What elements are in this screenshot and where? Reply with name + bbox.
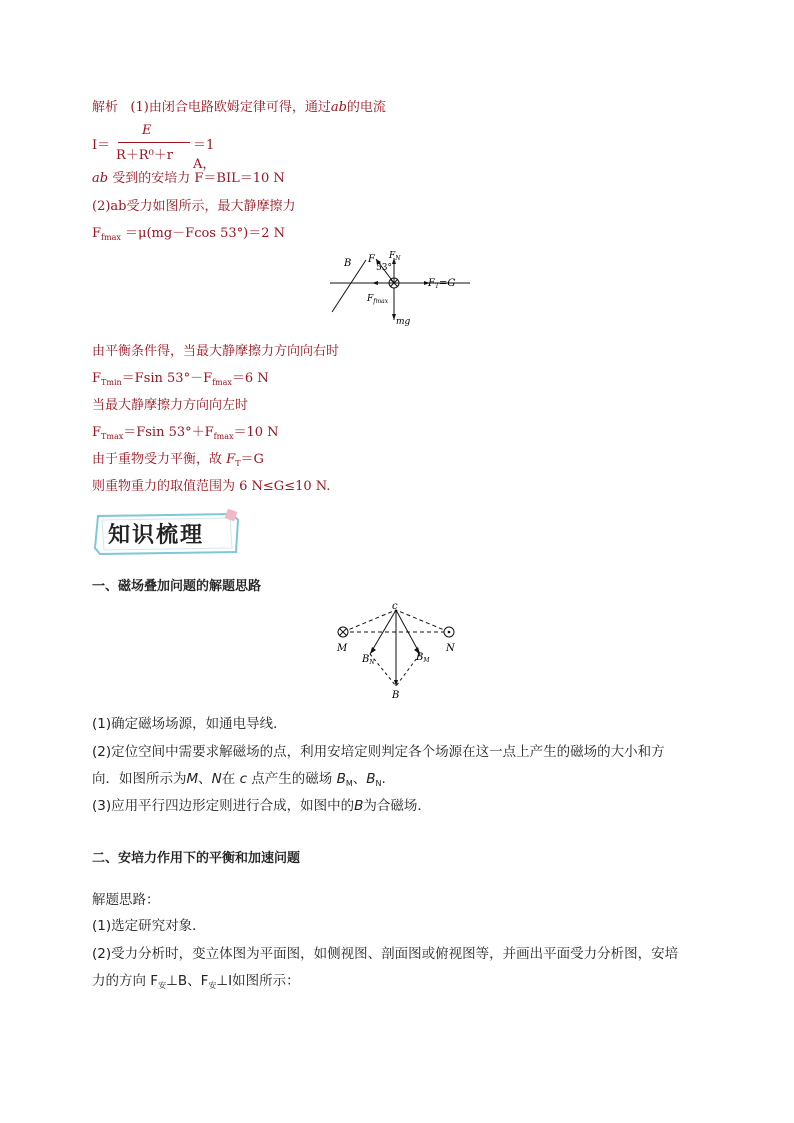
label-N: N (446, 643, 455, 654)
solution-line-7: $F_{Tmin}=Fsin$ $53^\circ-F_{fmax}=6$ N (92, 371, 269, 387)
solution-line-4: (2)ab受力如图所示，最大静摩擦力 (92, 199, 296, 214)
label-B-resultant: B (392, 690, 400, 700)
label-BM: $B_M$ (416, 652, 430, 664)
solution-line-10: 由于重物受力平衡，故 $F_T=G$ (92, 452, 264, 468)
field-superposition-diagram (332, 602, 462, 700)
solution-line-1: 解析 (1)由闭合电路欧姆定律可得，通过ab的电流 (92, 100, 386, 115)
section2-p2b: 力的方向 $F_安\perp B$、$F_安\perp I$如图所示： (92, 973, 300, 990)
label-F: F (368, 254, 375, 265)
label-BN: $B_N$ (362, 654, 375, 666)
solution-line-5: $F_{fmax} =\mu(mg-Fcos$ 53°)＝2 N (92, 226, 285, 242)
section1-p1: (1)确定磁场场源，如通电导线． (92, 716, 287, 732)
label-c: c (392, 602, 398, 612)
section2-p1: (1)选定研究对象． (92, 918, 206, 934)
heading-title: 知识梳理 (108, 523, 205, 548)
solution-line-11: 则重物重力的取值范围为 6 N≤G≤10 N. (92, 479, 331, 494)
solution-line-9: $F_{Tmax}=Fsin$ $53^\circ+F_{fmax}=10$ N (92, 425, 279, 441)
solution-label: 解析 (92, 100, 119, 115)
label-angle: 53° (376, 263, 392, 273)
solution-line-6: 由平衡条件得，当最大静摩擦力方向向右时 (92, 344, 340, 359)
force-diagram (320, 246, 480, 332)
solution-line-8: 当最大静摩擦力方向向左时 (92, 398, 249, 413)
label-M: M (337, 643, 348, 654)
label-mg: mg (396, 317, 411, 327)
solution-line-3: ab 受到的安培力 F＝BIL＝10 N (92, 171, 285, 186)
label-FN: $F_N$ (389, 251, 401, 262)
section1-p3: (3)应用平行四边形定则进行合成，如图中的B为合磁场． (92, 798, 431, 814)
section1-p2a: (2)定位空间中需要求解磁场的点，利用安培定则判定各个场源在这一点上产生的磁场的大小和方 (92, 744, 665, 760)
section1-p2b: 向．如图所示为M、N在 c 点产生的磁场 $B_M$、$B_N$. (92, 771, 386, 788)
section2-subtitle: 解题思路： (92, 892, 160, 908)
label-Ffmax: $F_{fmax}$ (367, 294, 389, 305)
section2-p2a: (2)受力分析时，变立体图为平面图，如侧视图、剖面图或俯视图等，并画出平面受力分析图，安培 (92, 946, 679, 962)
current-equation: I＝ E R＋R⁰＋r ＝1 A， (92, 123, 216, 172)
section2-title: 二、安培力作用下的平衡和加速问题 (92, 851, 301, 866)
label-FT: $F_T=G$ (428, 278, 456, 290)
section-heading-badge (92, 508, 242, 558)
section1-title: 一、磁场叠加问题的解题思路 (92, 579, 262, 594)
label-B: B (344, 258, 352, 269)
